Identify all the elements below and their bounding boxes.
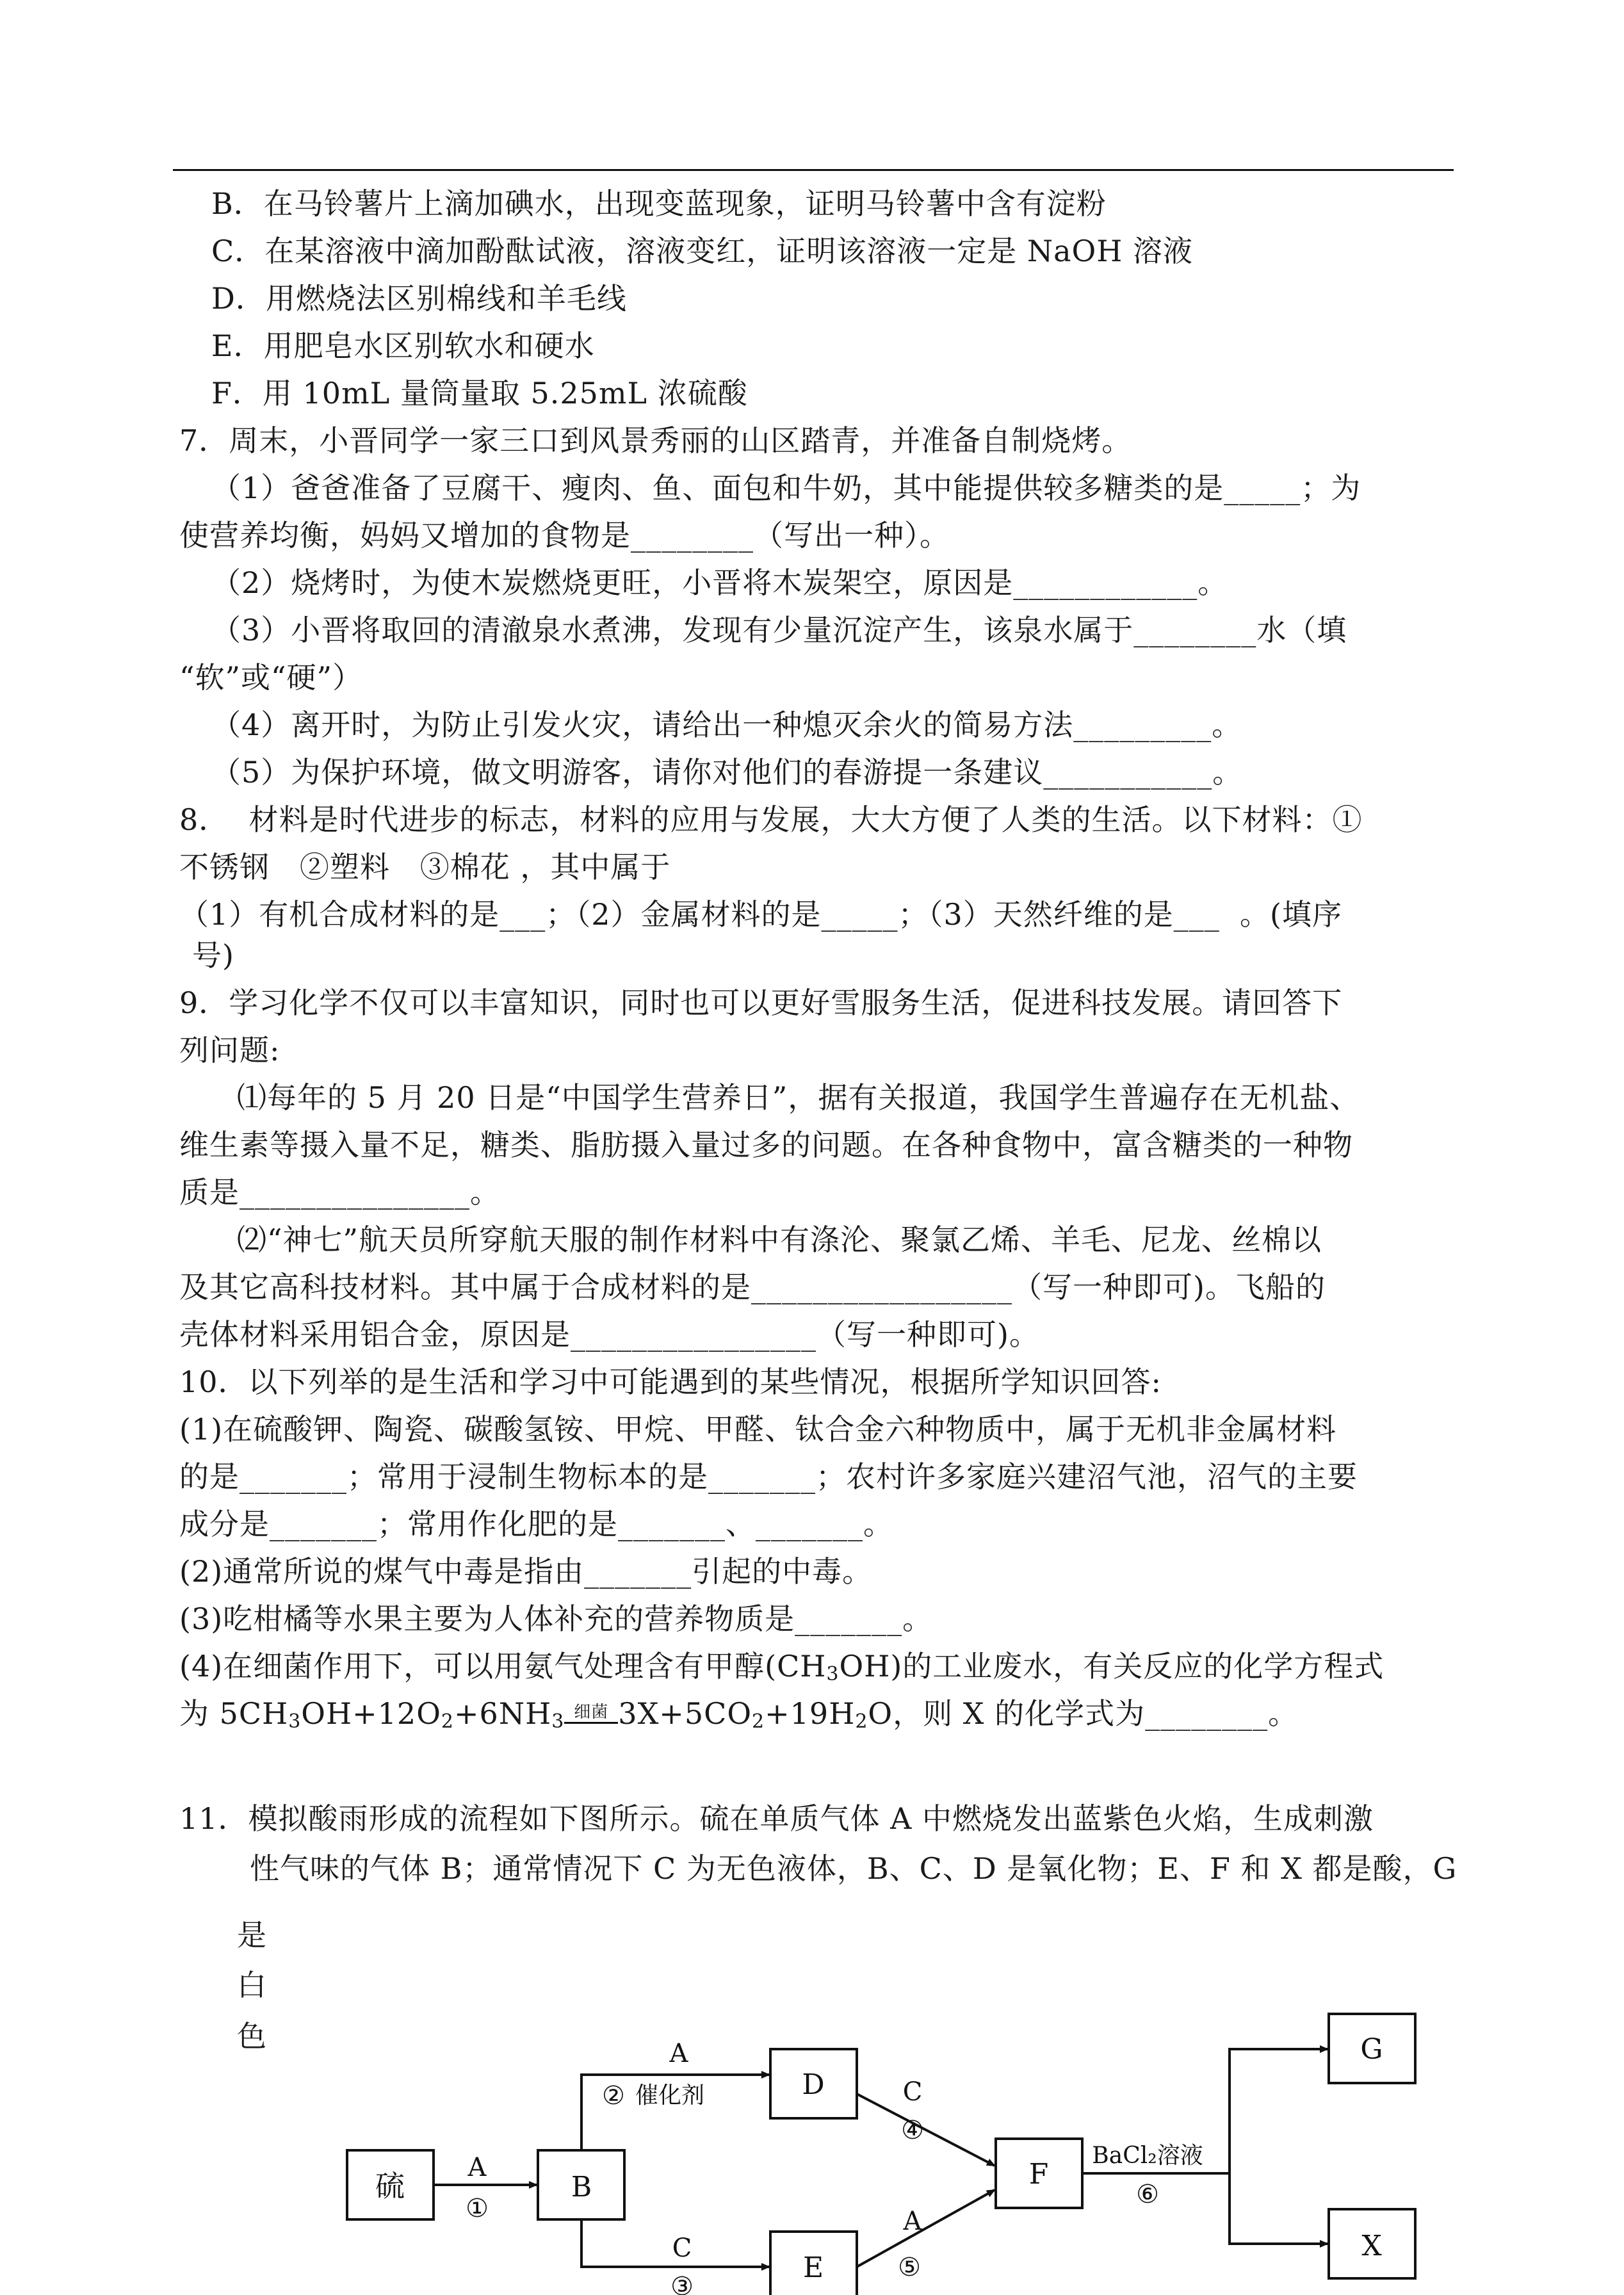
label-x: X [1361, 2230, 1382, 2262]
question-10-part-1-blank: 成分是_______；常用作化肥的是_______、_______。 [179, 1507, 893, 1541]
cropped-char-3: 色 [237, 2019, 266, 2054]
question-9-part-2-blank: 壳体材料采用铝合金，原因是________________（写一种即可)。 [179, 1317, 1039, 1352]
question-11-stem: 11．模拟酸雨形成的流程如下图所示。硫在单质气体 A 中燃烧发出蓝紫色火焰，生成刺激 [179, 1801, 1374, 1836]
question-8-materials: 不锈钢 ②塑料 ③棉花 ，其中属于 [179, 850, 671, 884]
arrow-e-f [857, 2190, 995, 2267]
cropped-char-1: 是 [237, 1918, 266, 1952]
question-8-parts-cont: 号) [192, 938, 234, 973]
label-b: B [571, 2171, 592, 2203]
question-9-part-1: ⑴每年的 5 月 20 日是“中国学生营养日”，据有关报道，我国学生普遍存在无机盐、 [237, 1080, 1360, 1115]
catalyst-label: 催化剂 [635, 2082, 705, 2109]
question-10-part-1: (1)在硫酸钾、陶瓷、碳酸氢铵、甲烷、甲醛、钛合金六种物质中，属于无机非金属材料 [179, 1412, 1337, 1447]
label-e: E [802, 2251, 824, 2284]
option-e: E．用肥皂水区别软水和硬水 [211, 328, 595, 363]
step-3: ③ [670, 2272, 694, 2295]
header-rule [173, 169, 1454, 171]
question-7-part-5: （5）为保护环境，做文明游客，请你对他们的春游提一条建议___________。 [211, 755, 1243, 790]
step-6: ⑥ [1136, 2180, 1159, 2209]
question-9-part-2-cont: 及其它高科技材料。其中属于合成材料的是_________________（写一种即可)。飞船的 [179, 1270, 1326, 1304]
question-10-part-1-cont: 的是_______；常用于浸制生物标本的是_______；农村许多家庭兴建沼气池，沼气的主要 [179, 1459, 1358, 1494]
question-7-part-1-cont: 使营养均衡，妈妈又增加的食物是________（写出一种）。 [179, 518, 950, 553]
option-b: B．在马铃薯片上滴加碘水，出现变蓝现象，证明马铃薯中含有淀粉 [211, 186, 1107, 221]
label-d: D [802, 2068, 825, 2101]
step-5: ⑤ [898, 2253, 921, 2282]
cropped-char-2: 白 [237, 1968, 266, 2002]
label-g: G [1360, 2033, 1383, 2066]
question-11-stem-cont: 性气味的气体 B；通常情况下 C 为无色液体，B、C、D 是氧化物；E、F 和 X 都是酸，G [250, 1851, 1458, 1886]
question-9-part-1-cont: 维生素等摄入量不足，糖类、脂肪摄入量过多的问题。在各种食物中，富含糖类的一种物 [179, 1128, 1353, 1162]
arrow-to-g [1230, 2049, 1328, 2173]
question-9-part-1-blank: 质是_______________。 [179, 1175, 500, 1210]
acid-rain-flow-diagram [333, 1979, 1486, 2295]
question-7-part-3-cont: “软”或“硬”） [179, 660, 363, 695]
option-d: D．用燃烧法区别棉线和羊毛线 [211, 281, 627, 316]
step-1: ① [466, 2194, 489, 2223]
reagent-c-step4: C [902, 2077, 923, 2107]
question-10-stem: 10．以下列举的是生活和学习中可能遇到的某些情况，根据所学知识回答: [179, 1365, 1162, 1399]
question-10-part-3: (3)吃柑橘等水果主要为人体补充的营养物质是_______。 [179, 1602, 933, 1636]
question-8-stem: 8． 材料是时代进步的标志，材料的应用与发展，大大方便了人类的生活。以下材料：① [179, 802, 1363, 837]
question-7-part-1: （1）爸爸准备了豆腐干、瘦肉、鱼、面包和牛奶，其中能提供较多糖类的是_____；为 [211, 471, 1361, 505]
option-f: F．用 10mL 量筒量取 5.25mL 浓硫酸 [211, 376, 748, 410]
question-9-stem: 9．学习化学不仅可以丰富知识，同时也可以更好雪服务生活，促进科技发展。请回答下 [179, 985, 1343, 1020]
question-7-stem: 7．周末，小晋同学一家三口到风景秀丽的山区踏青，并准备自制烧烤。 [179, 423, 1132, 458]
question-7-part-4: （4）离开时，为防止引发火灾，请给出一种熄灭余火的简易方法_________。 [211, 708, 1242, 742]
reagent-a-step1: A [467, 2153, 487, 2182]
reagent-a-step2: A [669, 2039, 688, 2068]
reaction-condition: 细菌 [564, 1703, 618, 1724]
reagent-c-step3: C [672, 2234, 692, 2263]
question-7-part-2: （2）烧烤时，为使木炭燃烧更旺，小晋将木炭架空，原因是____________。 [211, 565, 1228, 600]
bacl2-solution-label: BaCl₂溶液 [1092, 2143, 1203, 2169]
arrow-d-f [857, 2094, 995, 2166]
reagent-a-step5: A [903, 2207, 922, 2236]
step-2: ② [602, 2081, 625, 2111]
option-c: C．在某溶液中滴加酚酞试液，溶液变红，证明该溶液一定是 NaOH 溶液 [211, 234, 1193, 268]
step-4: ④ [901, 2116, 924, 2145]
question-8-parts: （1）有机合成材料的是___；（2）金属材料的是_____；（3）天然纤维的是___ 。(填序 [179, 897, 1342, 932]
question-7-part-3: （3）小晋将取回的清澈泉水煮沸，发现有少量沉淀产生，该泉水属于________水（填 [211, 613, 1347, 647]
question-10-part-4: (4)在细菌作用下，可以用氨气处理含有甲醇$(CH_3OH)$的工业废水，有关反应的化学方程式 [179, 1649, 1384, 1685]
label-f: F [1028, 2158, 1049, 2191]
arrow-to-x [1230, 2173, 1328, 2244]
question-9-stem-cont: 列问题: [179, 1033, 280, 1067]
question-10-equation: 为 $5CH_3OH+12O_2+6NH_3$ 细菌 $3X+5CO_2+19H_2O$，则 X 的化学式为________。 [179, 1696, 1299, 1733]
label-sulfur: 硫 [375, 2169, 405, 2203]
question-9-part-2: ⑵“神七”航天员所穿航天服的制作材料中有涤沦、聚氯乙烯、羊毛、尼龙、丝棉以 [237, 1222, 1322, 1257]
question-10-part-2: (2)通常所说的煤气中毒是指由_______引起的中毒。 [179, 1554, 873, 1589]
